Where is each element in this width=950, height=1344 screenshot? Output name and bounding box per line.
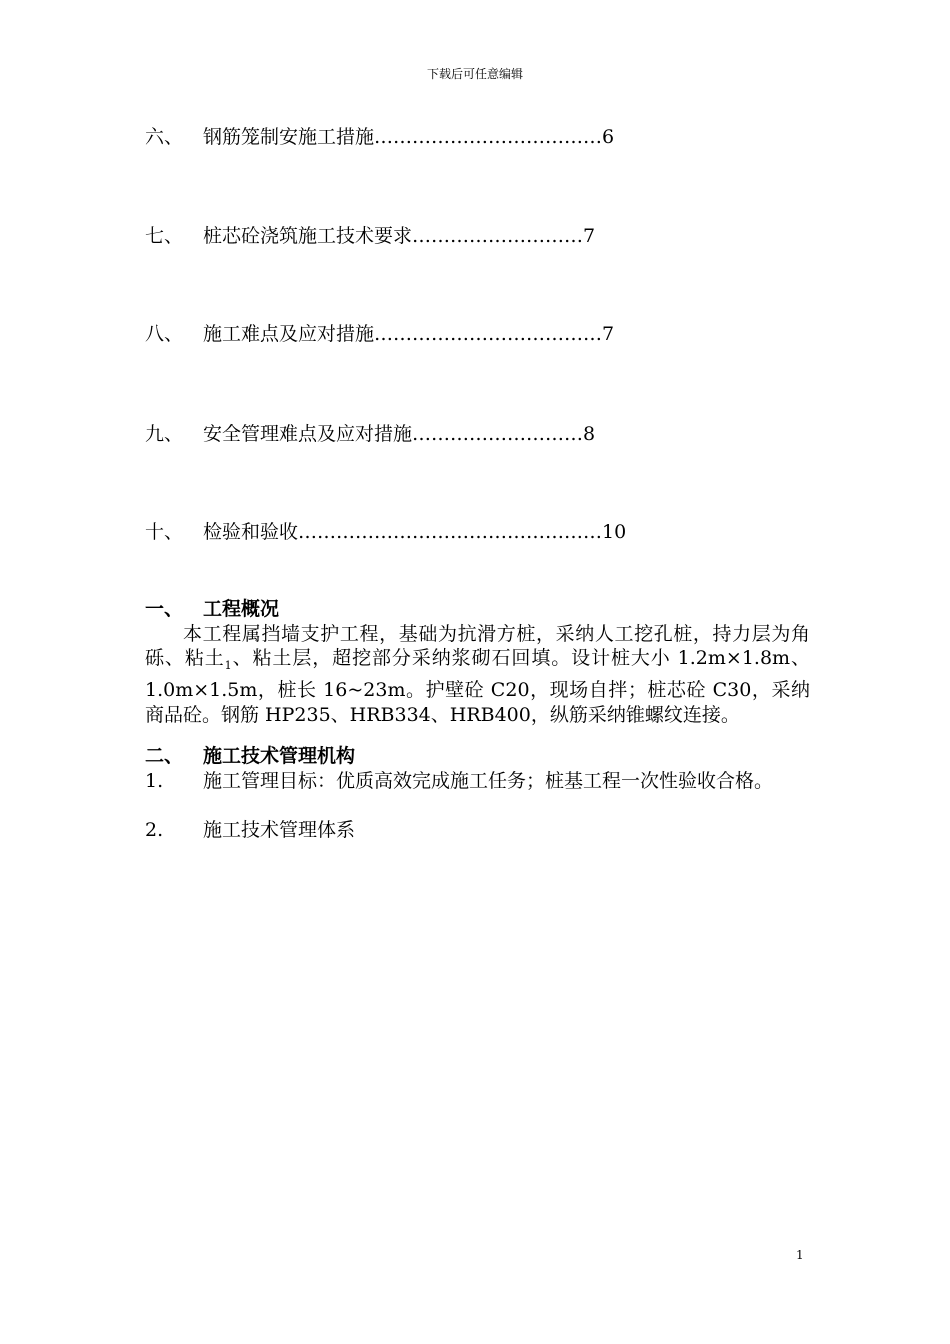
- toc-entry-title: 桩芯砼浇筑施工技术要求: [203, 225, 413, 247]
- toc-entry: [145, 421, 595, 447]
- page-header: 下载后可任意编辑: [426, 67, 523, 81]
- section-number: 二、: [145, 745, 184, 767]
- toc-entry-leader: ………………………: [412, 225, 584, 247]
- toc-entry-title: 检验和验收: [203, 521, 299, 543]
- section-title: 施工技术管理机构: [203, 745, 356, 767]
- toc-entry: [145, 124, 614, 150]
- toc-entry-number: 六、: [145, 126, 184, 148]
- list-item-text: 施工技术管理体系: [203, 819, 356, 841]
- toc-entry-leader: ………………………………: [374, 126, 603, 148]
- list-item: [145, 769, 810, 793]
- toc-entry-leader: …………………………………………: [298, 521, 603, 543]
- toc-entry-number: 九、: [145, 423, 184, 445]
- page-number: 1: [796, 1248, 804, 1262]
- list-item-text: 施工管理目标：优质高效完成施工任务；桩基工程一次性验收合格。: [203, 770, 774, 792]
- toc-entry-page: 8: [583, 423, 596, 445]
- toc-entry-leader: ………………………: [412, 423, 584, 445]
- toc-entry: [145, 321, 614, 347]
- toc-entry-number: 八、: [145, 323, 184, 345]
- toc-entry-page: 7: [583, 225, 596, 247]
- toc-entry-number: 十、: [145, 521, 184, 543]
- toc-entry: [145, 519, 626, 545]
- section-heading: [145, 744, 355, 770]
- list-item: [145, 818, 810, 842]
- list-item-number: 2.: [145, 819, 164, 841]
- section-heading: [145, 597, 279, 623]
- section-paragraph: 本工程属挡墙支护工程，基础为抗滑方桩，采纳人工挖孔桩，持力层为角砾、粘土$_1$、粘土层，超挖部分采纳浆砌石回填。设计桩大小 1.2m×1.8m、1.0m×1.5m，桩长 16~23m。护壁砼 C20，现场自拌；桩芯砼 C30，采纳商品砼。钢筋 HP235、HRB334、HRB400，纵筋采纳锥螺纹连接。: [145, 623, 810, 726]
- toc-entry-title: 安全管理难点及应对措施: [203, 423, 413, 445]
- list-item-number: 1.: [145, 770, 164, 792]
- subscript: 1: [224, 659, 232, 673]
- toc-entry-number: 七、: [145, 225, 184, 247]
- section-title: 工程概况: [203, 598, 280, 620]
- section-number: 一、: [145, 598, 184, 620]
- toc-entry-leader: ………………………………: [374, 323, 603, 345]
- toc-entry-page: 7: [602, 323, 615, 345]
- toc-entry-page: 6: [602, 126, 615, 148]
- toc-entry-page: 10: [602, 521, 627, 543]
- toc-entry-title: 钢筋笼制安施工措施: [203, 126, 375, 148]
- toc-entry-title: 施工难点及应对措施: [203, 323, 375, 345]
- toc-entry: [145, 223, 595, 249]
